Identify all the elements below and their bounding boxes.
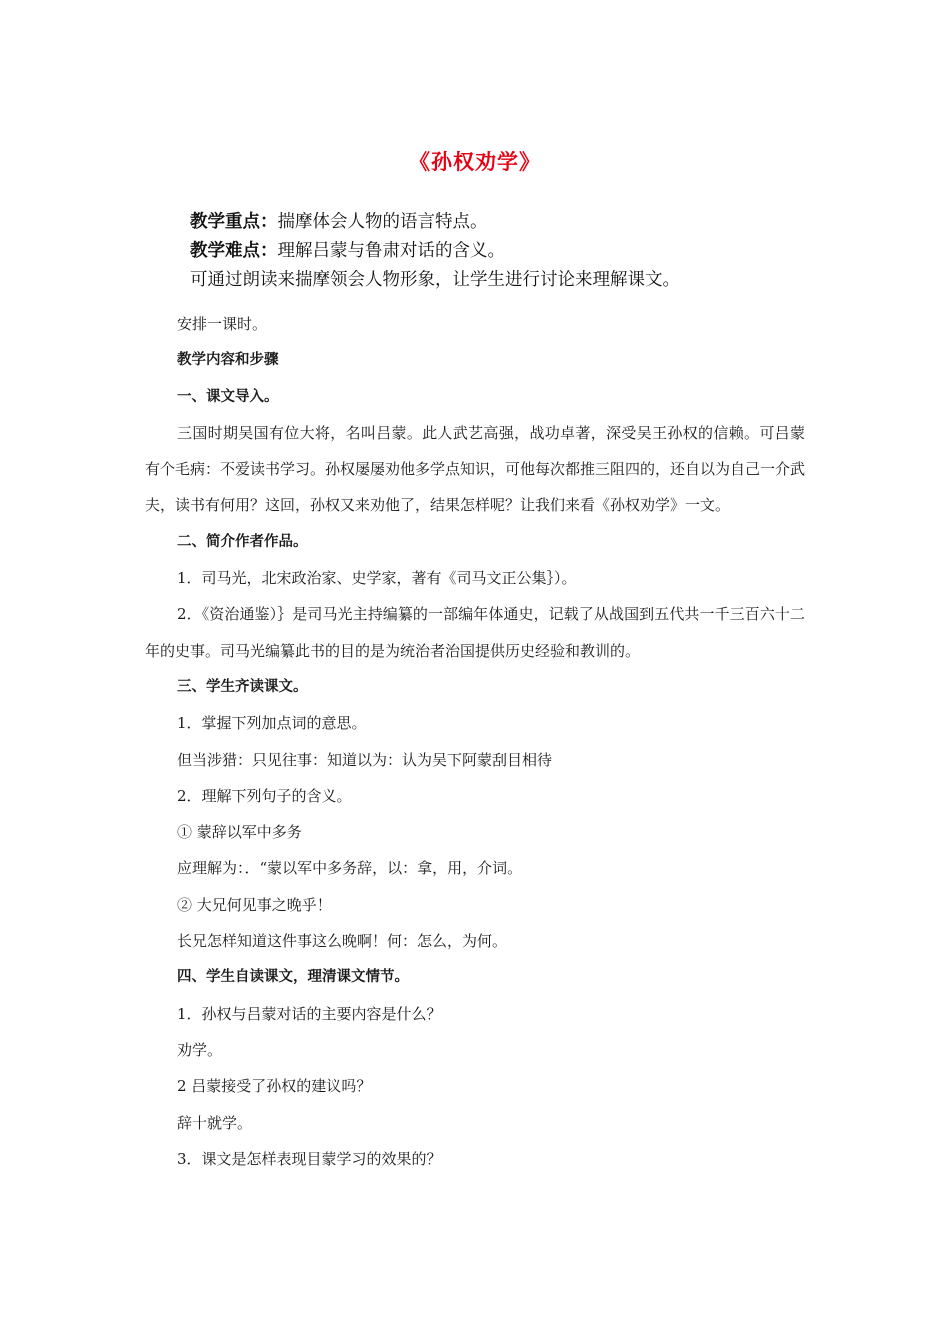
teaching-method: 可通过朗读来揣摩领会人物形象，让学生进行讨论来理解课文。	[190, 270, 680, 290]
teaching-focus	[190, 208, 680, 237]
teaching-objectives	[190, 208, 680, 295]
schedule-text: 安排一课时。	[177, 315, 268, 333]
section2-item2: 2．《资治通鉴）｝是司马光主持编纂的一部编年体通史，记载了从战国到五代共一千三百六十二年的史事。司马光编纂此书的目的是为统治者治国提供历史经验和教训的。	[145, 605, 805, 660]
section2-heading: 二、简介作者作品。	[177, 533, 308, 550]
teaching-difficulty-text: 理解吕蒙与鲁肃对话的含义。	[277, 241, 505, 261]
section3-sentence1-explain: 应理解为：．“蒙以军中多务辞，以：拿，用，介词。	[177, 859, 523, 878]
page-title: 《孙权劝学》	[409, 150, 541, 174]
teaching-focus-label: 教学重点：	[190, 212, 278, 232]
teaching-difficulty	[190, 237, 680, 266]
section3-heading: 三、学生齐读课文。	[177, 678, 308, 695]
section3-sentence1: ① 蒙辞以军中多务	[177, 823, 302, 842]
content-heading: 教学内容和步骤	[177, 352, 279, 369]
section4-question1: 1．孙权与吕蒙对话的主要内容是什么？	[177, 1004, 442, 1023]
teaching-focus-text: 揣摩体会人物的语言特点。	[277, 212, 488, 232]
section2-item1: 1．司马光，北宋政治家、史学家，著有《司马文正公集｝）。	[177, 569, 577, 588]
section3-item2: 2．理解下列句子的含义。	[177, 786, 352, 805]
section1-heading: 一、课文导入。	[177, 388, 279, 405]
section4-answer1: 劝学。	[177, 1040, 223, 1059]
section4-question3: 3．课文是怎样表现目蒙学习的效果的？	[177, 1149, 442, 1168]
section1-paragraph: 三国时期吴国有位大将，名叫吕蒙。此人武艺高强，战功卓著，深受吴王孙权的信赖。可吕蒙有个毛病：不爱读书学习。孙权屡屡劝他多学点知识，可他每次都推三阻四的，还自以为自己一介武夫，读书有何用？这回，孙权又来劝他了，结果怎样呢？让我们来看《孙权劝学》一文。	[145, 423, 806, 515]
section3-sentence2-explain: 长兄怎样知道这件事这么晚啊！何：怎么，为何。	[177, 932, 508, 951]
section4-answer2: 辞十就学。	[177, 1113, 253, 1132]
section4-question2: 2 吕蒙接受了孙权的建议吗？	[177, 1077, 372, 1096]
lesson-body	[145, 306, 805, 1177]
section3-item1: 1．掌握下列加点词的意思。	[177, 714, 367, 733]
section3-words: 但当涉猎：只见往事：知道以为：认为吴下阿蒙刮目相待	[177, 750, 553, 769]
section3-sentence2: ② 大兄何见事之晚乎！	[177, 895, 332, 914]
teaching-difficulty-label: 教学难点：	[190, 241, 278, 261]
section4-heading: 四、学生自读课文，理清课文情节。	[177, 969, 409, 986]
